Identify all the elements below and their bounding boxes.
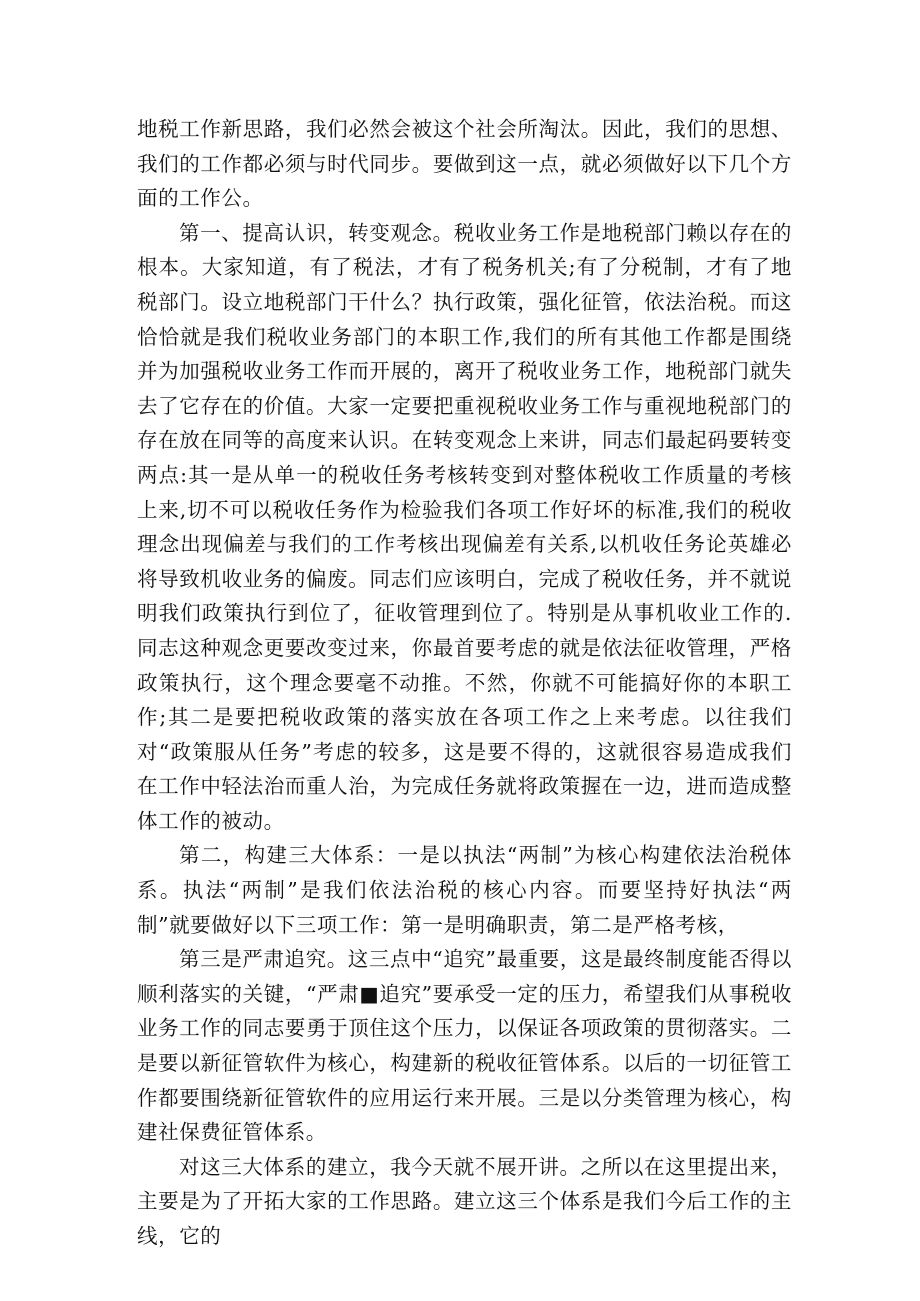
paragraph-continuation: 地税工作新思路，我们必然会被这个社会所淘汰。因此，我们的思想、我们的工作都必须与时代同步。要做到这一点，就必须做好以下几个方面的工作公。 <box>137 117 792 211</box>
paragraph-second-point: 第二，构建三大体系：一是以执法“两制”为核心构建依法治税体系。执法“两制”是我们依法治税的核心内容。而要坚持好执法“两制”就要做好以下三项工作：第一是明确职责，第二是严格考核， <box>137 843 792 937</box>
document-body <box>137 112 792 1254</box>
paragraph-three-systems: 对这三大体系的建立，我今天就不展开讲。之所以在这里提出来，主要是为了开拓大家的工作思路。建立这三个体系是我们今后工作的主线，它的 <box>137 1154 792 1248</box>
paragraph-first-point: 第一、提高认识，转变观念。税收业务工作是地税部门赖以存在的根本。大家知道，有了税法，才有了税务机关;有了分税制，才有了地税部门。设立地税部门干什么？执行政策，强化征管，依法治税。而这恰恰就是我们税收业务部门的本职工作,我们的所有其他工作都是围绕并为加强税收业务工作而开展的，离开了税收业务工作，地税部门就失去了它存在的价值。大家一定要把重视税收业务工作与重视地税部门的存在放在同等的高度来认识。在转变观念上来讲，同志们最起码要转变两点:其一是从单一的税收任务考核转变到对整体税收工作质量的考核上来,切不可以税收任务作为检验我们各项工作好坏的标准,我们的税收理念出现偏差与我们的工作考核出现偏差有关系,以机收任务论英雄必将导致机收业务的偏废。同志们应该明白，完成了税收任务，并不就说明我们政策执行到位了，征收管理到位了。特别是从事机收业工作的.同志这种观念更要改变过来，你最首要考虑的就是依法征收管理，严格政策执行，这个理念要毫不动推。不然，你就不可能搞好你的本职工作;其二是要把税收政策的落实放在各项工作之上来考虑。以往我们对“政策服从任务”考虑的较多，这是要不得的，这就很容易造成我们在工作中轻法治而重人治，为完成任务就将政策握在一边，进而造成整体工作的被动。 <box>137 220 792 833</box>
paragraph-third-step: 第三是严肃追究。这三点中“追究”最重要，这是最终制度能否得以顺利落实的关键，“严肃■追究”要承受一定的压力，希望我们从事税收业务工作的同志要勇于顶住这个压力，以保证各项政策的贯彻落实。二是要以新征管软件为核心，构建新的税收征管体系。以后的一切征管工作都要围绕新征管软件的应用运行来开展。三是以分类管理为核心，构建社保费征管体系。 <box>137 947 792 1145</box>
